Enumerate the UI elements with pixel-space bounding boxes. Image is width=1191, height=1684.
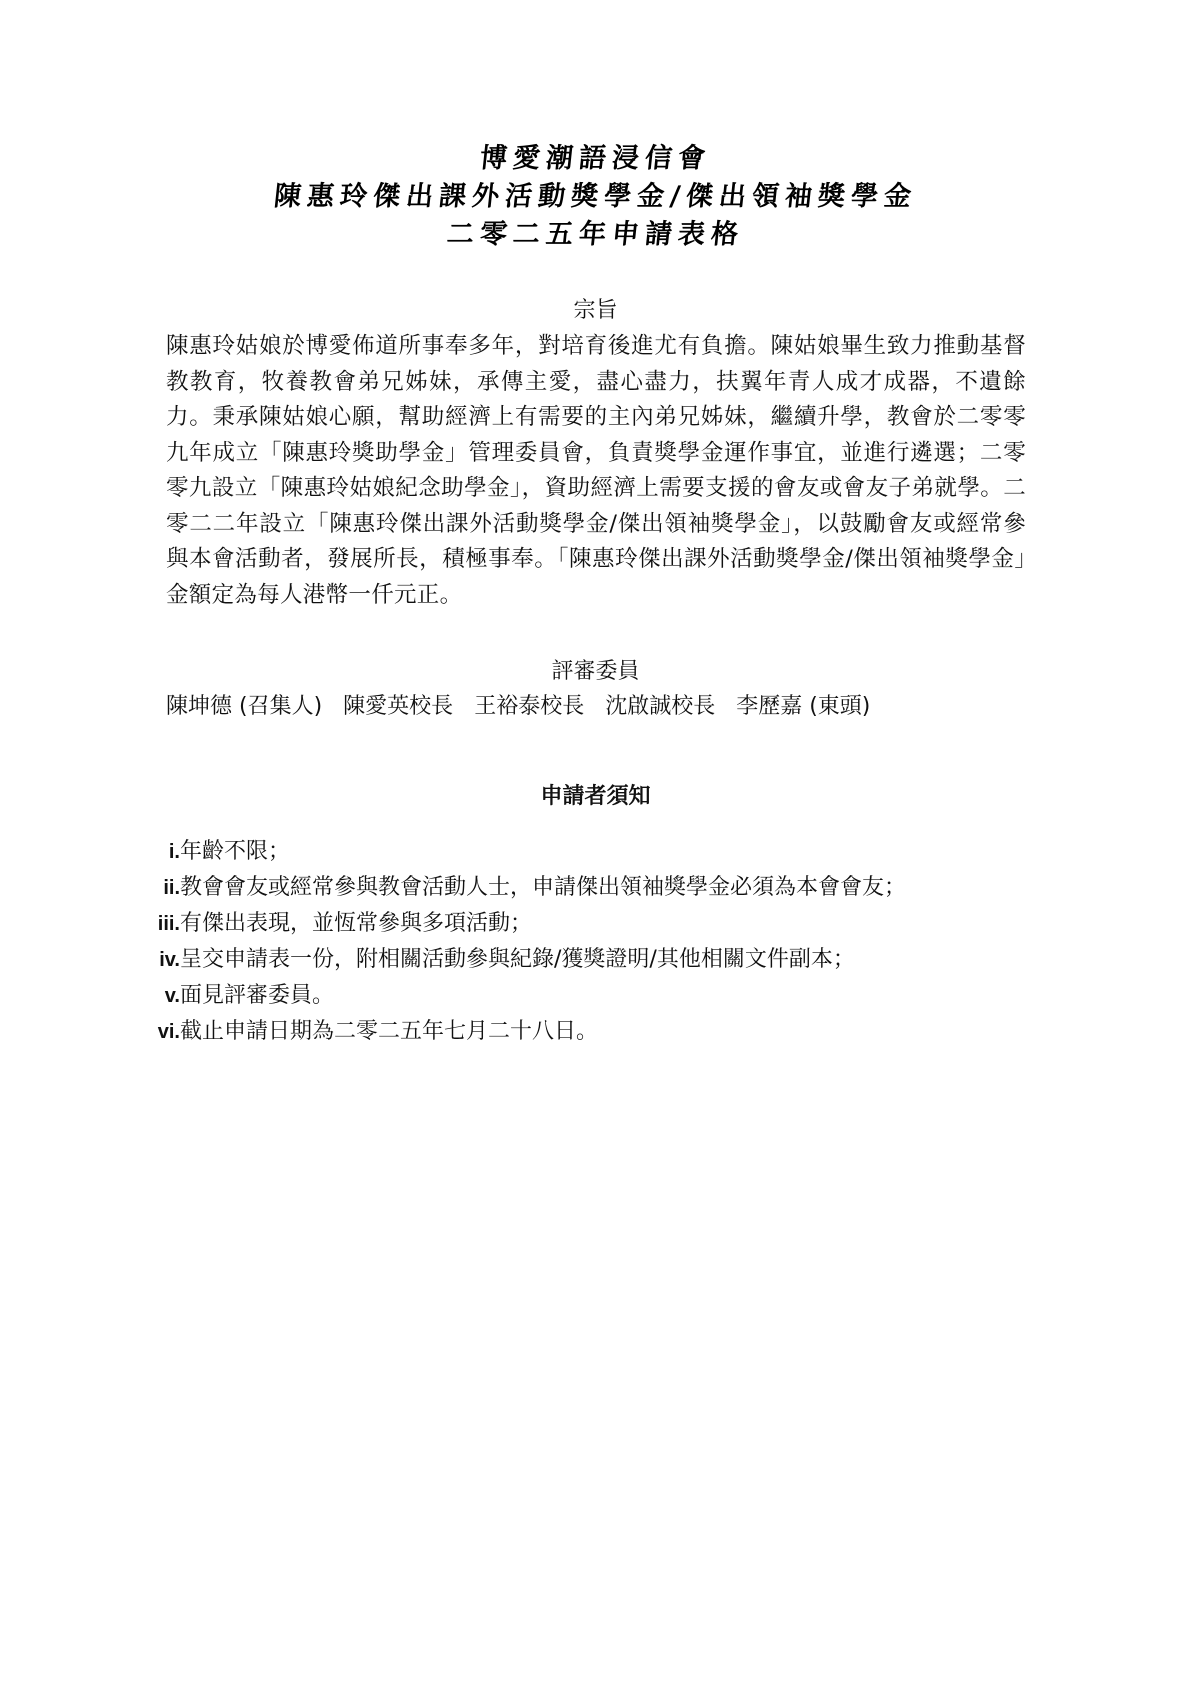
committee-member: 王裕泰校長	[474, 694, 585, 719]
committee-member: 沈啟誠校長	[605, 694, 716, 719]
committee-member: 陳坤德 (召集人)	[166, 694, 323, 719]
document-header	[0, 140, 1191, 254]
notice-item-number: vi.	[157, 1021, 180, 1043]
notice-item-text: 有傑出表現，並恆常參與多項活動；	[180, 911, 533, 936]
notice-heading: 申請者須知	[540, 784, 651, 809]
scholarship-name: 陳惠玲傑出課外活動獎學金/傑出領袖獎學金	[272, 181, 919, 212]
notice-item	[150, 906, 1050, 942]
notice-item-number: iii.	[157, 913, 180, 935]
notice-item	[150, 870, 1050, 906]
notice-item	[150, 942, 1050, 978]
committee-member: 陳愛英校長	[343, 694, 454, 719]
notice-item-text: 截止申請日期為二零二五年七月二十八日。	[180, 1019, 599, 1044]
church-name: 博愛潮語浸信會	[478, 143, 713, 174]
notice-item-text: 呈交申請表一份，附相關活動參與紀錄/獲獎證明/其他相關文件副本；	[180, 947, 855, 972]
purpose-paragraph: 陳惠玲姑娘於博愛佈道所事奉多年，對培育後進尤有負擔。陳姑娘畢生致力推動基督教教育，牧養教會弟兄姊妹，承傳主愛，盡心盡力，扶翼年青人成才成器，不遺餘力。秉承陳姑娘心願，幫助經濟上有需要的主內弟兄姊妹，繼續升學，教會於二零零九年成立「陳惠玲獎助學金」管理委員會，負責獎學金運作事宜，並進行遴選；二零零九設立「陳惠玲姑娘紀念助學金」，資助經濟上需要支援的會友或會友子弟就學。二零二二年設立「陳惠玲傑出課外活動獎學金/傑出領袖獎學金」，以鼓勵會友或經常參與本會活動者，發展所長，積極事奉。「陳惠玲傑出課外活動獎學金/傑出領袖獎學金」金額定為每人港幣一仟元正。	[166, 333, 1026, 608]
notice-item-number: ii.	[163, 877, 180, 899]
notice-item-text: 教會會友或經常參與教會活動人士，申請傑出領袖獎學金必須為本會會友；	[180, 875, 907, 900]
notice-item-number: iv.	[159, 949, 180, 971]
notice-list	[150, 834, 1050, 1050]
notice-item	[150, 1014, 1050, 1050]
notice-item	[150, 834, 1050, 870]
purpose-heading: 宗旨	[573, 298, 618, 323]
committee-members	[166, 692, 884, 722]
form-title: 二零二五年申請表格	[445, 219, 746, 250]
committee-member: 李歷嘉 (東頭)	[736, 694, 871, 719]
notice-item-number: v.	[164, 985, 180, 1007]
notice-item-text: 年齡不限；	[180, 839, 291, 864]
notice-item	[150, 978, 1050, 1014]
notice-item-number: i.	[168, 841, 180, 863]
notice-item-text: 面見評審委員。	[180, 983, 335, 1008]
committee-heading: 評審委員	[551, 659, 640, 684]
